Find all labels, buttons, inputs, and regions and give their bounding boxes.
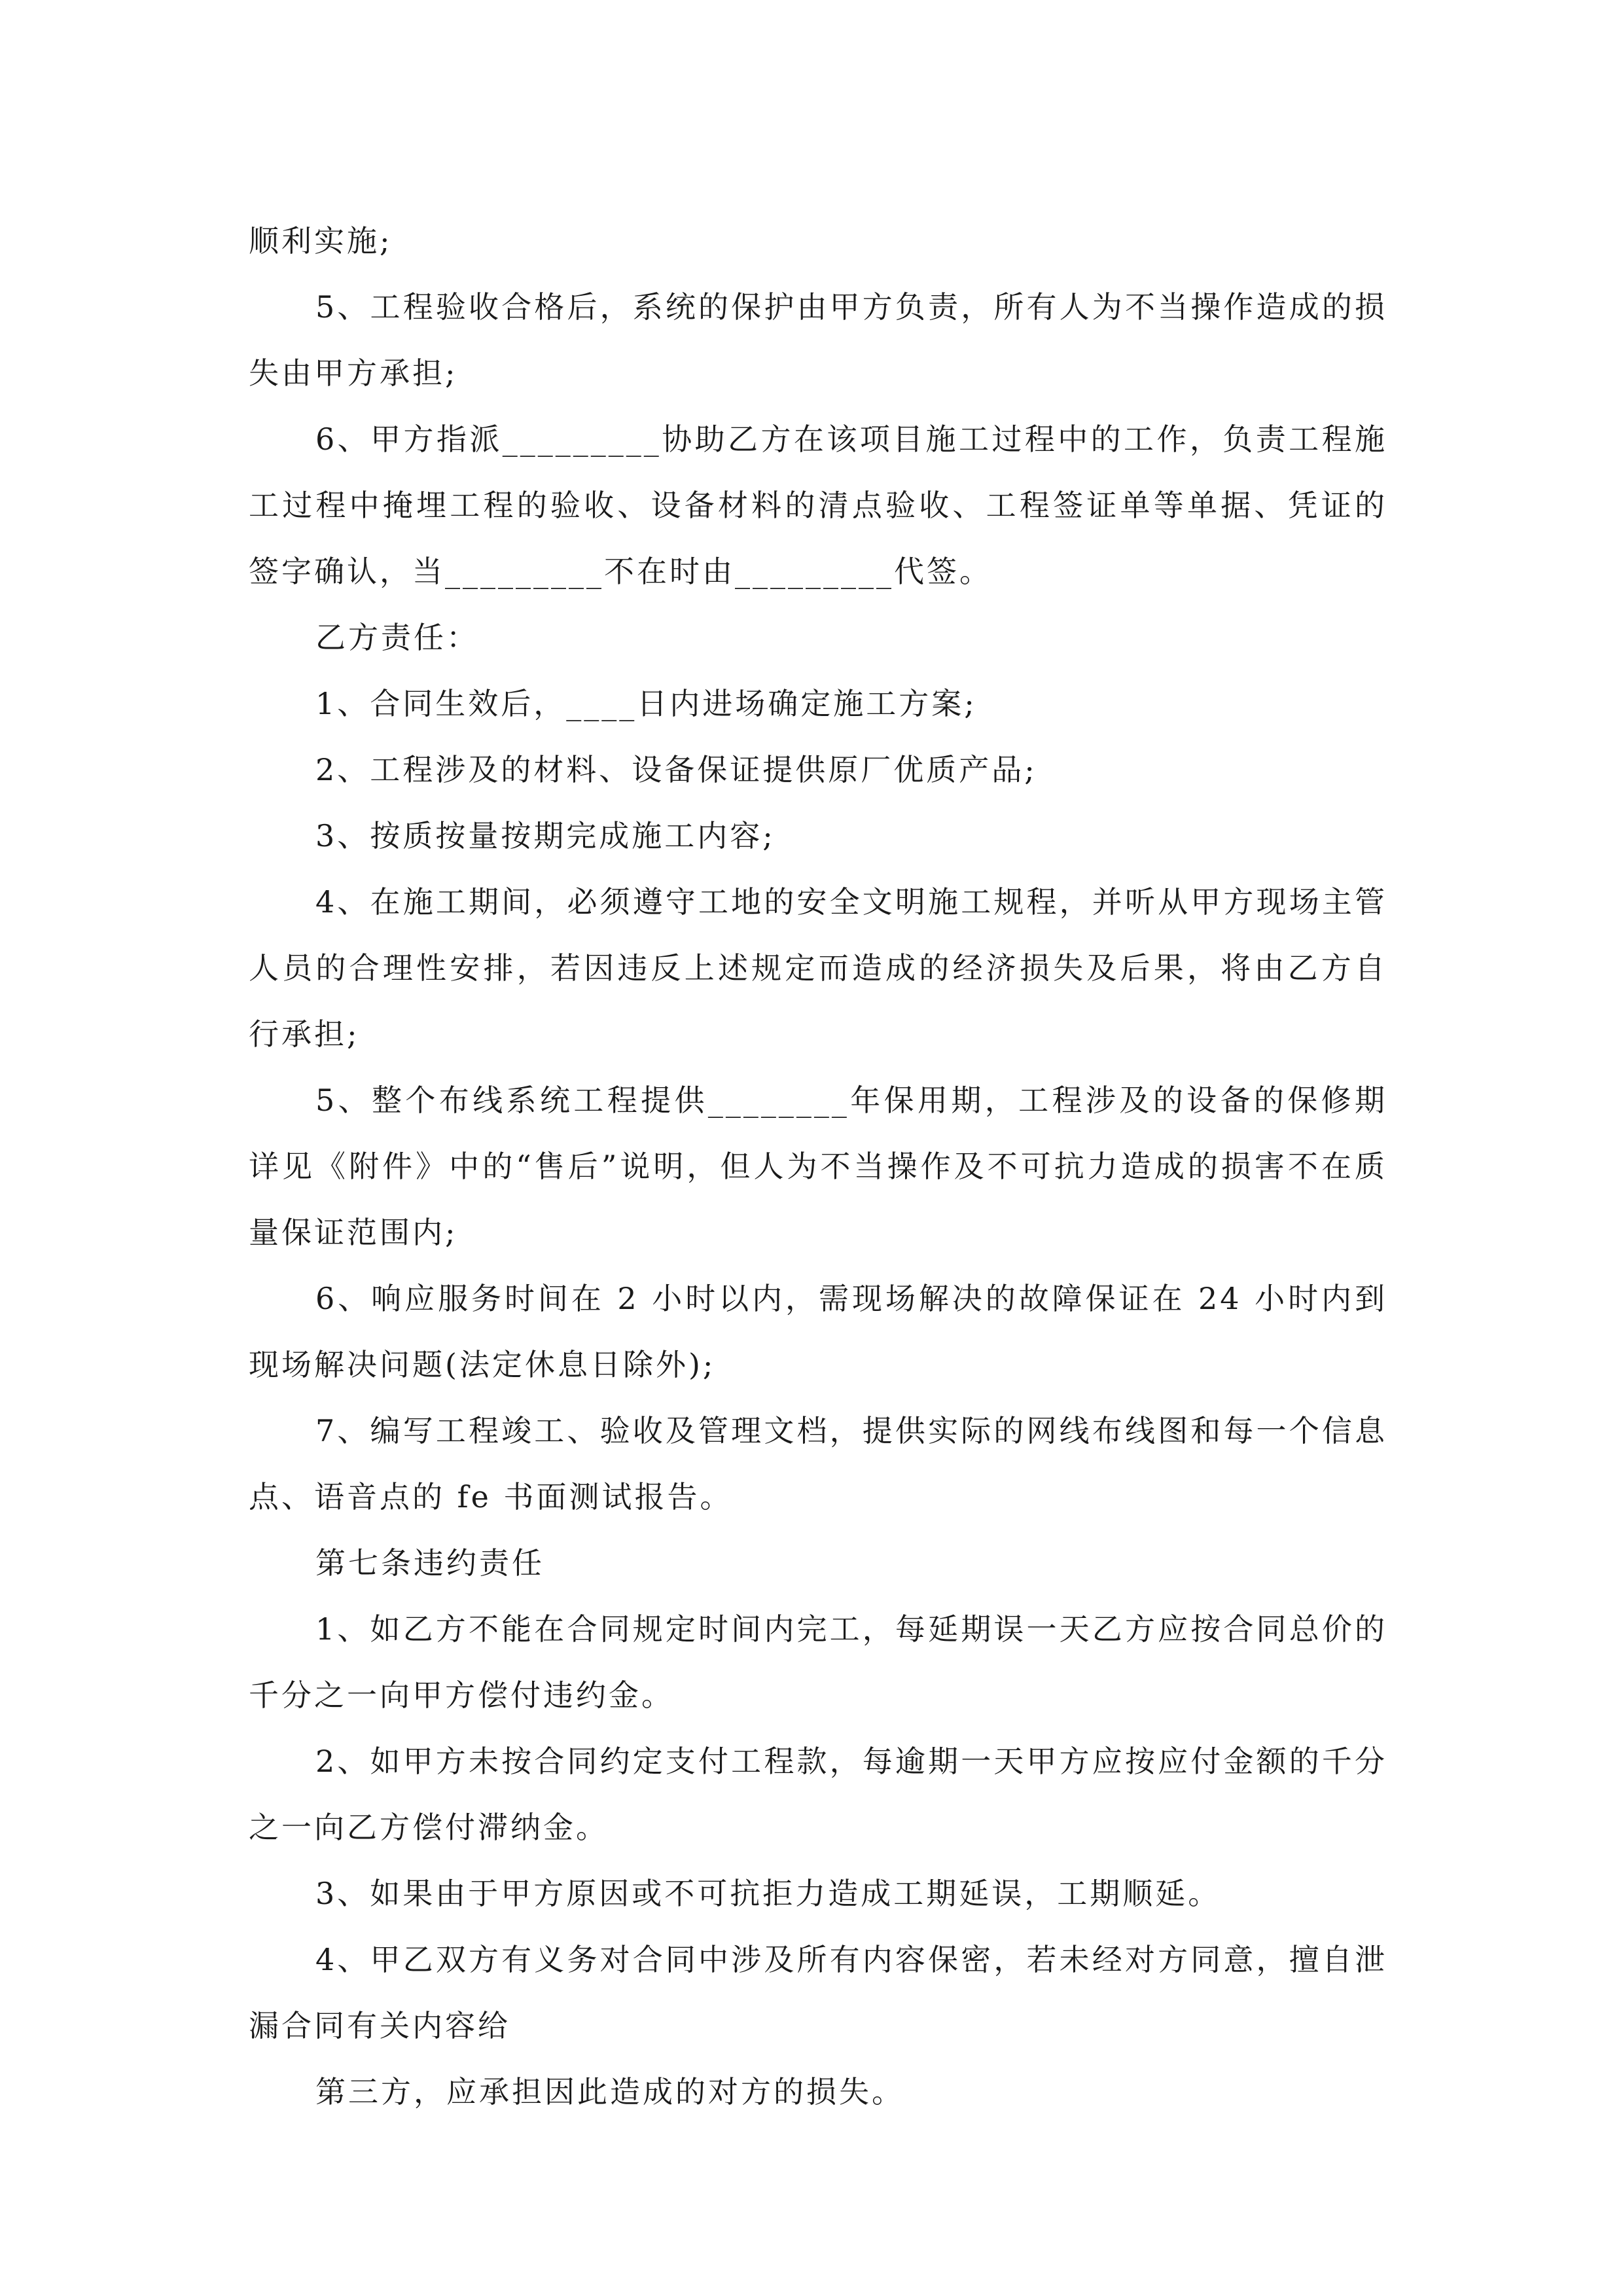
- paragraph-breach-item-2: 2、如甲方未按合同约定支付工程款，每逾期一天甲方应按应付金额的千分之一向乙方偿付滞纳金。: [249, 1744, 1387, 1845]
- paragraph-breach-item-4-continued: 第三方，应承担因此造成的对方的损失。: [315, 2074, 904, 2109]
- paragraph-party-b-item-1: 1、合同生效后，____日内进场确定施工方案;: [315, 686, 977, 721]
- paragraph-breach-item-4: 4、甲乙双方有义务对合同中涉及所有内容保密，若未经对方同意，擅自泄漏合同有关内容给: [249, 1942, 1387, 2043]
- paragraph-breach-item-3: 3、如果由于甲方原因或不可抗拒力造成工期延误，工期顺延。: [315, 1876, 1221, 1911]
- paragraph-party-b-item-5: 5、整个布线系统工程提供________年保用期，工程涉及的设备的保修期详见《附件》中的“售后”说明，但人为不当操作及不可抗力造成的损害不在质量保证范围内;: [249, 1083, 1387, 1250]
- paragraph-continuation: 顺利实施;: [249, 223, 393, 259]
- paragraph-party-b-item-6: 6、响应服务时间在 2 小时以内，需现场解决的故障保证在 24 小时内到现场解决问题(法定休息日除外);: [249, 1281, 1387, 1382]
- paragraph-party-a-item-6: 6、甲方指派_________协助乙方在该项目施工过程中的工作，负责工程施工过程中掩埋工程的验收、设备材料的清点验收、工程签证单等单据、凭证的签字确认，当_________不在时由_________代签。: [249, 422, 1387, 589]
- paragraph-party-a-item-5: 5、工程验收合格后，系统的保护由甲方负责，所有人为不当操作造成的损失由甲方承担;: [249, 289, 1387, 391]
- paragraph-party-b-item-3: 3、按质按量按期完成施工内容;: [315, 818, 776, 853]
- paragraph-party-b-item-4: 4、在施工期间，必须遵守工地的安全文明施工规程，并听从甲方现场主管人员的合理性安排，若因违反上述规定而造成的经济损失及后果，将由乙方自行承担;: [249, 884, 1387, 1052]
- paragraph-party-b-item-2: 2、工程涉及的材料、设备保证提供原厂优质产品;: [315, 752, 1037, 787]
- paragraph-breach-item-1: 1、如乙方不能在合同规定时间内完工，每延期误一天乙方应按合同总价的千分之一向甲方偿付违约金。: [249, 1611, 1387, 1713]
- section-heading-article-7: 第七条违约责任: [315, 1545, 544, 1581]
- paragraph-party-b-item-7: 7、编写工程竣工、验收及管理文档，提供实际的网线布线图和每一个信息点、语音点的 fe 书面测试报告。: [249, 1413, 1387, 1515]
- section-heading-party-b: 乙方责任：: [315, 620, 479, 655]
